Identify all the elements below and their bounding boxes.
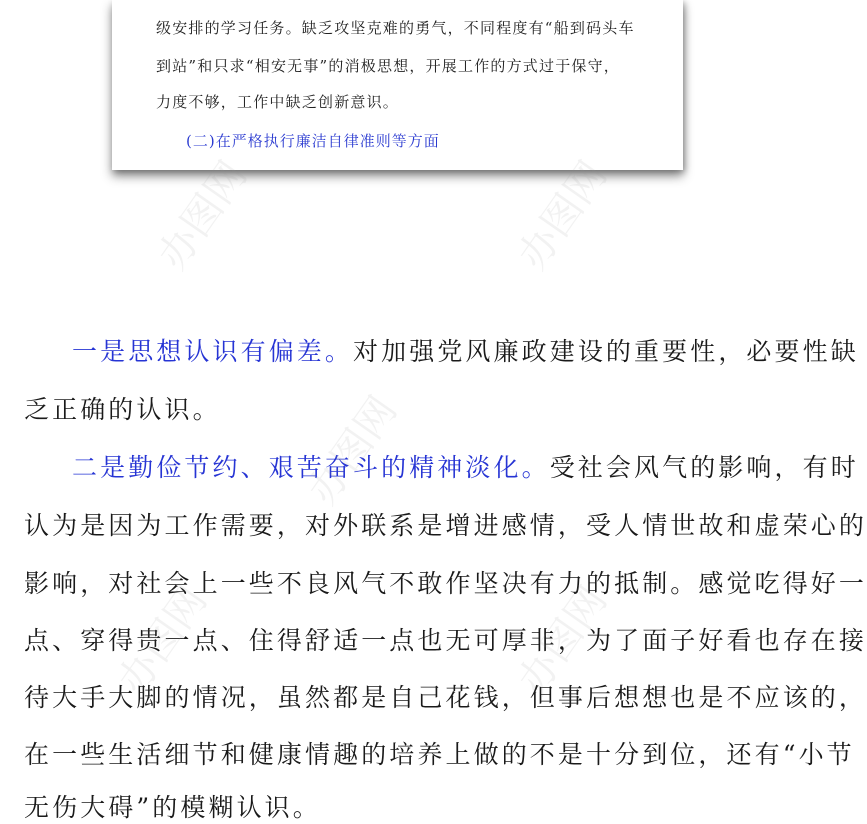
watermark: 办图网: [149, 153, 257, 278]
watermark: 办图网: [509, 578, 617, 703]
paragraph-line: [72, 448, 859, 484]
card-text-line: 级安排的学习任务。缺乏攻坚克难的勇气，不同程度有“船到码头车: [156, 19, 635, 37]
paragraph-line: 点、穿得贵一点、住得舒适一点也无可厚非，为了面子好看也存在接: [24, 626, 867, 655]
watermark: 办图网: [509, 153, 617, 278]
section-heading: (二)在严格执行廉洁自律准则等方面: [186, 132, 440, 150]
watermark: 办图网: [299, 388, 407, 513]
paragraph-line: 乏正确的认识。: [24, 395, 221, 424]
paragraph-line: 待大手大脚的情况，虽然都是自己花钱，但事后想想也是不应该的，: [24, 683, 867, 712]
emphasis-text: 一是思想认识有偏差。: [72, 337, 354, 366]
card-text-line: 力度不够，工作中缺乏创新意识。: [156, 93, 400, 111]
paragraph-line: 在一些生活细节和健康情趣的培养上做的不是十分到位，还有“小节: [24, 740, 855, 769]
body-text: 对加强党风廉政建设的重要性，必要性缺: [353, 337, 859, 366]
paragraph-line: 影响，对社会上一些不良风气不敢作坚决有力的抵制。感觉吃得好一: [24, 569, 867, 598]
paragraph-line: [72, 332, 859, 368]
document-preview-card: [112, 0, 683, 170]
body-text: 受社会风气的影响，有时: [549, 453, 859, 482]
paragraph-line: 认为是因为工作需要，对外联系是增进感情，受人情世故和虚荣心的: [24, 511, 867, 540]
watermark: 办图网: [109, 578, 217, 703]
paragraph-line: 无伤大碍”的模糊认识。: [24, 793, 321, 822]
emphasis-text: 二是勤俭节约、艰苦奋斗的精神淡化。: [72, 453, 550, 482]
card-text-line: 到站”和只求“相安无事”的消极思想，开展工作的方式过于保守，: [156, 57, 621, 75]
